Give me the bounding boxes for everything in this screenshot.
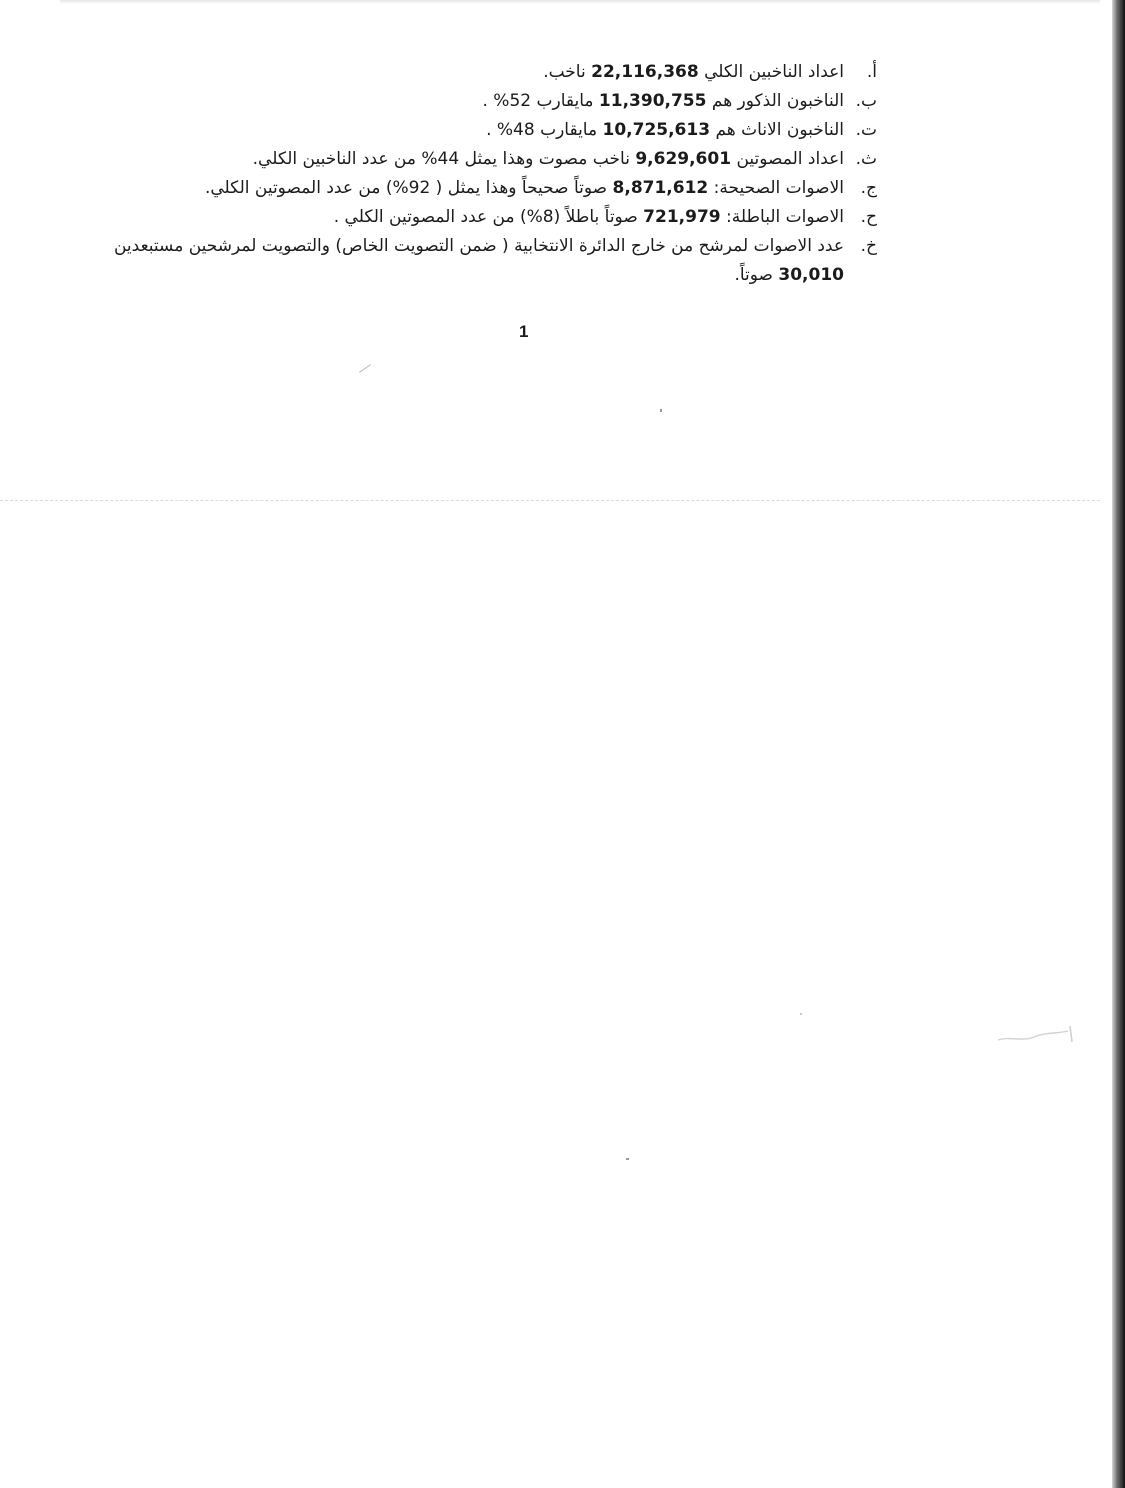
item-number: 22,116,368: [591, 62, 699, 82]
item-text-after: صوتاً صحيحاً وهذا يمثل ( 92%) من عدد المصوتين الكلي.: [204, 178, 608, 198]
item-text: الاصوات الباطلة:: [726, 207, 844, 227]
scan-top-shade: [60, 0, 1100, 4]
item-marker: ج.: [860, 178, 877, 198]
item-number: 10,725,613: [602, 120, 711, 140]
item-text-after: صوتاً.: [734, 265, 773, 285]
item-marker: خ.: [860, 236, 877, 256]
item-text-after: ناخب مصوت وهذا يمثل 44% من عدد الناخبين الكلي.: [252, 149, 630, 169]
item-marker: ث.: [855, 149, 877, 169]
item-text: الاصوات الصحيحة:: [713, 178, 844, 198]
scan-edge-shadow: [1112, 0, 1125, 1488]
item-text: اعداد المصوتين: [736, 149, 844, 169]
item-text-after: ناخب.: [543, 62, 586, 82]
election-results-list: [87, 58, 877, 290]
item-text: عدد الاصوات لمرشح من خارج الدائرة الانتخابية ( ضمن التصويت الخاص) والتصويت لمرشحين مستبعدين: [113, 236, 844, 256]
item-number: 9,629,601: [635, 149, 732, 169]
item-text-after: صوتاً باطلاً (8%) من عدد المصوتين الكلي .: [333, 207, 638, 227]
item-text: اعداد الناخبين الكلي: [704, 62, 844, 82]
item-marker: أ.: [866, 62, 877, 82]
item-marker: ح.: [860, 207, 877, 227]
item-number: 8,871,612: [612, 178, 709, 198]
result-out-of-district-votes: [87, 232, 877, 290]
result-total-votes-cast: [87, 145, 877, 174]
scan-speck: [800, 1013, 802, 1015]
result-valid-votes: [87, 174, 877, 203]
faint-scribble-mark: [996, 1022, 1076, 1046]
item-text: الناخبون الذكور هم: [711, 91, 844, 111]
page-number: 1: [519, 322, 529, 341]
item-text-after: مايقارب 52% .: [482, 91, 594, 111]
item-number: 30,010: [778, 265, 844, 285]
result-total-voters: [87, 58, 877, 87]
item-marker: ت.: [855, 120, 877, 140]
scan-speck: [626, 1158, 629, 1160]
scan-speck: [359, 364, 371, 373]
item-continuation: [87, 261, 844, 290]
item-text: الناخبون الاناث هم: [715, 120, 844, 140]
item-number: 721,979: [643, 207, 721, 227]
result-male-voters: [87, 87, 877, 116]
item-number: 11,390,755: [598, 91, 707, 111]
item-marker: ب.: [855, 91, 877, 111]
scan-speck: [660, 409, 662, 412]
paper-fold-line: [0, 500, 1100, 501]
result-female-voters: [87, 116, 877, 145]
result-invalid-votes: [87, 203, 877, 232]
item-text-after: مايقارب 48% .: [486, 120, 598, 140]
